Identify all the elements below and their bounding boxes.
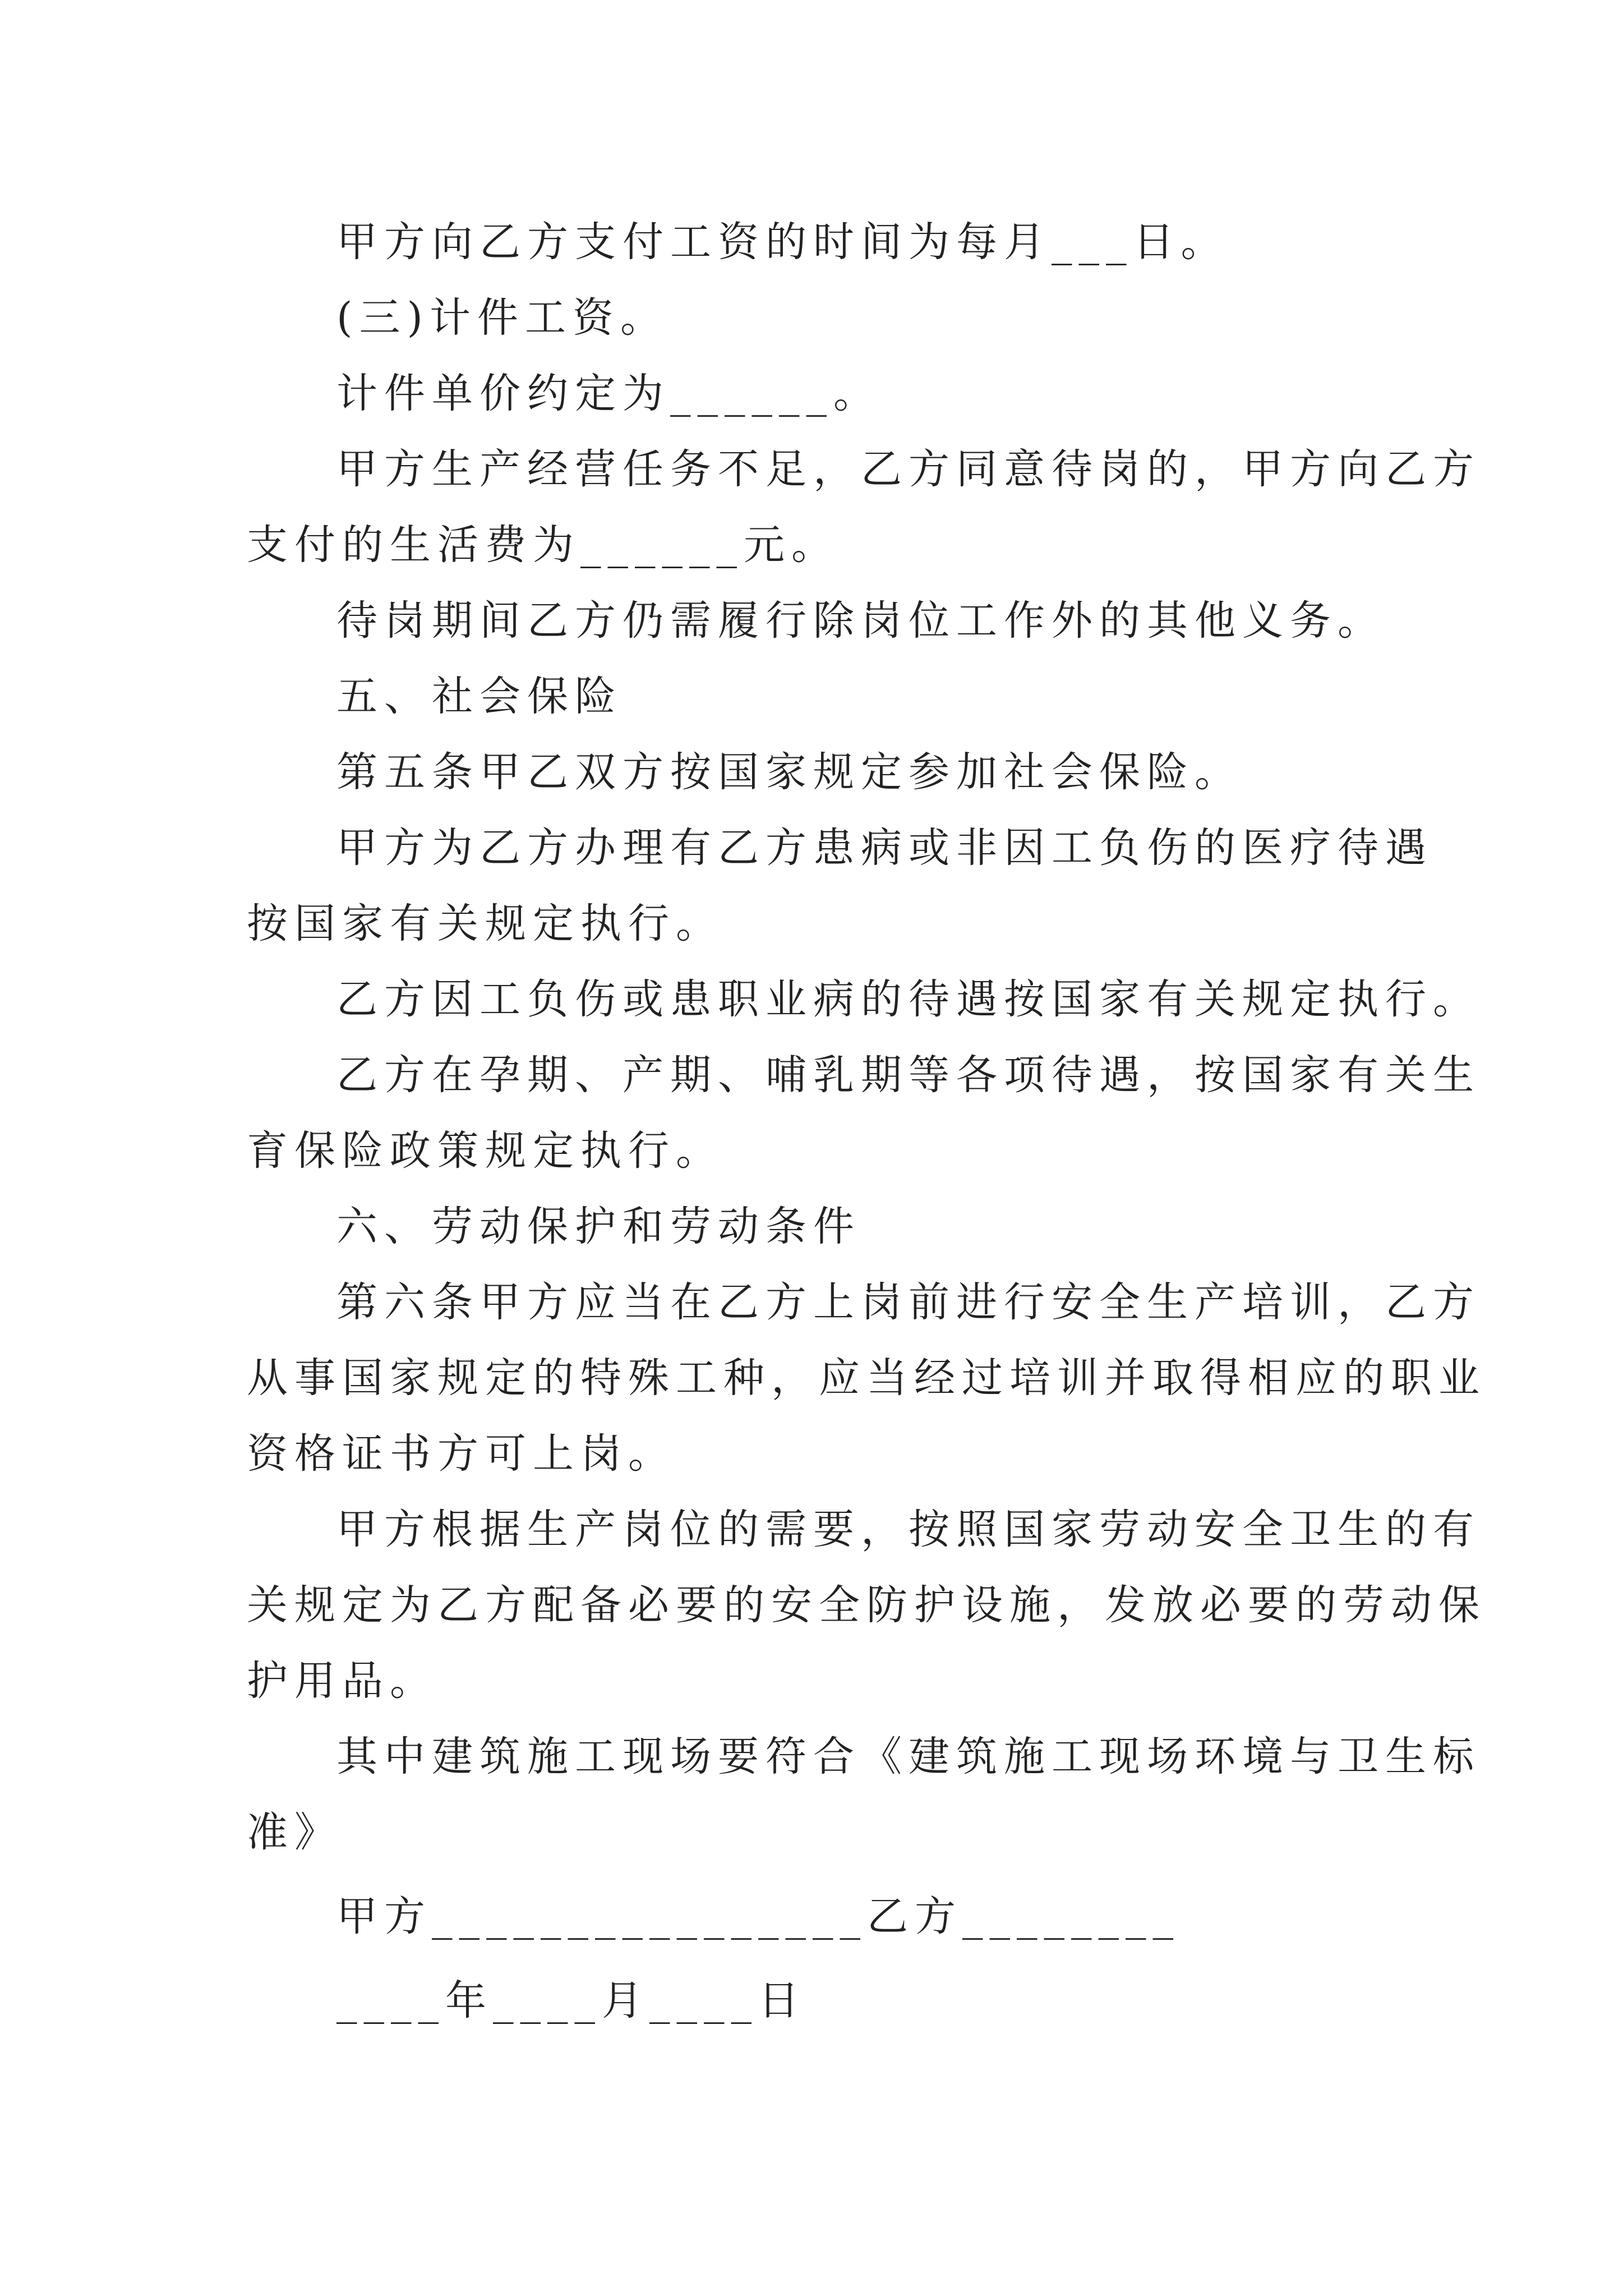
paragraph-line: 护用品。 bbox=[247, 1657, 437, 1705]
paragraph-line: 计件单价约定为______。 bbox=[336, 370, 881, 417]
date-line: ____年____月____日 bbox=[336, 1977, 806, 2024]
signature-line: 甲方________________乙方________ bbox=[336, 1893, 1180, 1940]
paragraph-line: 按国家有关规定执行。 bbox=[247, 900, 723, 947]
paragraph-line: 准》 bbox=[247, 1809, 342, 1856]
paragraph-line: 第六条甲方应当在乙方上岗前进行安全生产培训，乙方 bbox=[336, 1278, 1481, 1326]
paragraph-line: 甲方向乙方支付工资的时间为每月___日。 bbox=[336, 218, 1229, 266]
paragraph-line: 关规定为乙方配备必要的安全防护设施，发放必要的劳动保 bbox=[247, 1581, 1486, 1629]
paragraph-line: 甲方为乙方办理有乙方患病或非因工负伤的医疗待遇 bbox=[336, 824, 1433, 872]
paragraph-line: 乙方在孕期、产期、哺乳期等各项待遇，按国家有关生 bbox=[336, 1051, 1481, 1099]
paragraph-line: 资格证书方可上岗。 bbox=[247, 1430, 676, 1478]
paragraph-line: (三)计件工资。 bbox=[336, 294, 668, 342]
paragraph-line: 甲方生产经营任务不足，乙方同意待岗的，甲方向乙方 bbox=[336, 445, 1481, 493]
paragraph-line: 第五条甲乙双方按国家规定参加社会保险。 bbox=[336, 748, 1242, 796]
section-heading: 五、社会保险 bbox=[336, 673, 623, 720]
paragraph-line: 乙方因工负伤或患职业病的待遇按国家有关规定执行。 bbox=[336, 976, 1481, 1023]
paragraph-line: 支付的生活费为______元。 bbox=[247, 521, 839, 569]
paragraph-line: 从事国家规定的特殊工种，应当经过培训并取得相应的职业 bbox=[247, 1354, 1486, 1402]
paragraph-line: 待岗期间乙方仍需履行除岗位工作外的其他义务。 bbox=[336, 597, 1385, 645]
paragraph-line: 育保险政策规定执行。 bbox=[247, 1127, 723, 1175]
section-heading: 六、劳动保护和劳动条件 bbox=[336, 1203, 861, 1250]
paragraph-line: 甲方根据生产岗位的需要，按照国家劳动安全卫生的有 bbox=[336, 1506, 1481, 1553]
paragraph-line: 其中建筑施工现场要符合《建筑施工现场环境与卫生标 bbox=[336, 1733, 1481, 1780]
